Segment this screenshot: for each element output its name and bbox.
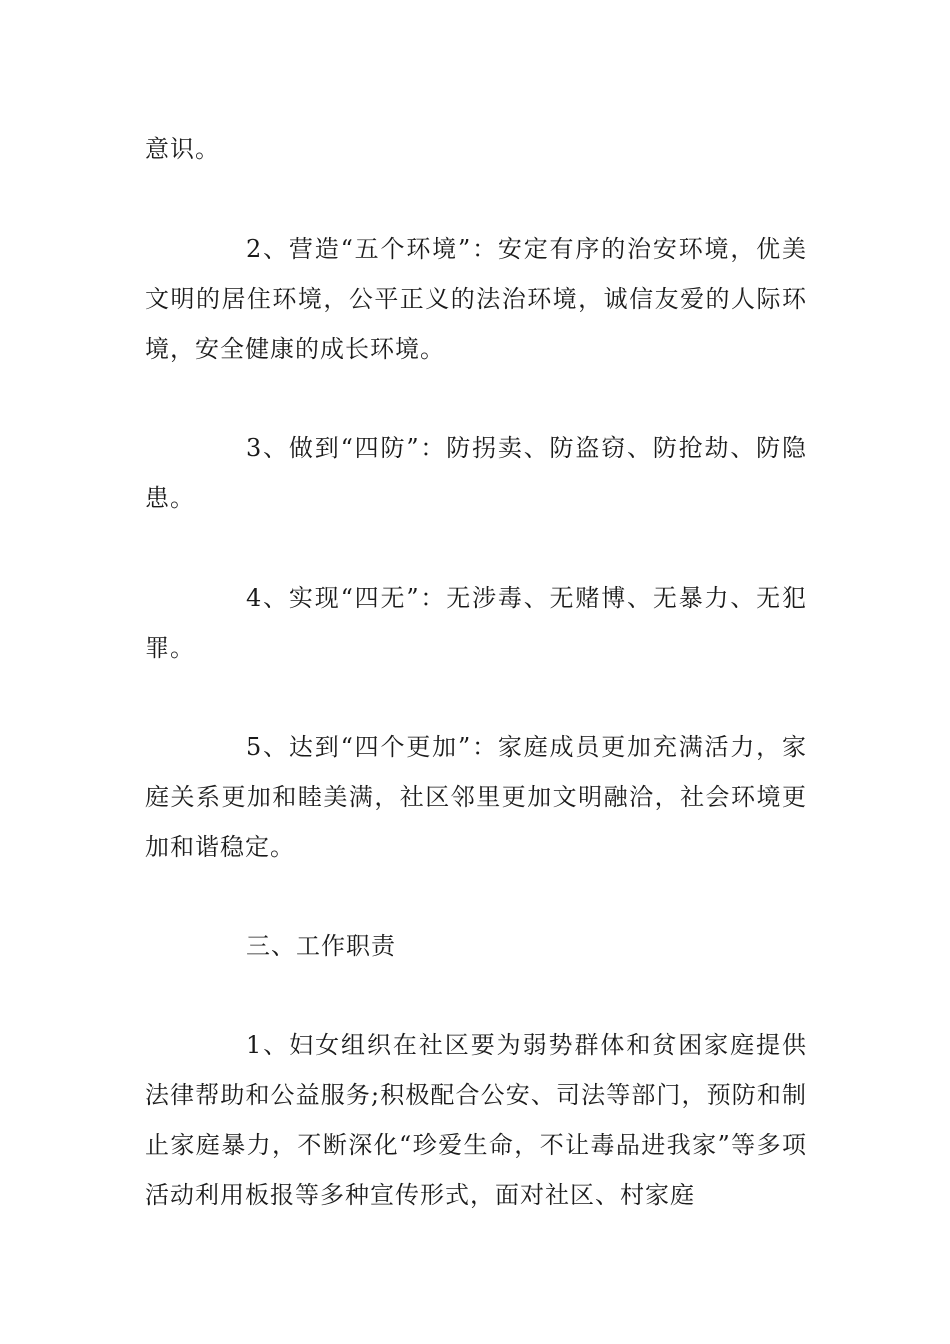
paragraph-continuation: 意识。 (145, 135, 220, 163)
paragraph-duty-1: 1、妇女组织在社区要为弱势群体和贫困家庭提供法律帮助和公益服务;积极配合公安、司法等部门，预防和制止家庭暴力，不断深化“珍爱生命，不让毒品进我家”等多项活动利用板报等多种宣传形式，面对社区、村家庭 (145, 1031, 807, 1209)
paragraph-four-preventions: 3、做到“四防”：防拐卖、防盗窃、防抢劫、防隐患。 (145, 434, 807, 512)
paragraph-four-more: 5、达到“四个更加”：家庭成员更加充满活力，家庭关系更加和睦美满，社区邻里更加文明融洽，社会环境更加和谐稳定。 (145, 733, 807, 861)
paragraph-four-nones: 4、实现“四无”：无涉毒、无赌博、无暴力、无犯罪。 (145, 584, 807, 662)
paragraph-five-environments: 2、营造“五个环境”：安定有序的治安环境，优美文明的居住环境，公平正义的法治环境，诚信友爱的人际环境，安全健康的成长环境。 (145, 235, 807, 363)
section-heading-duties: 三、工作职责 (246, 932, 396, 960)
